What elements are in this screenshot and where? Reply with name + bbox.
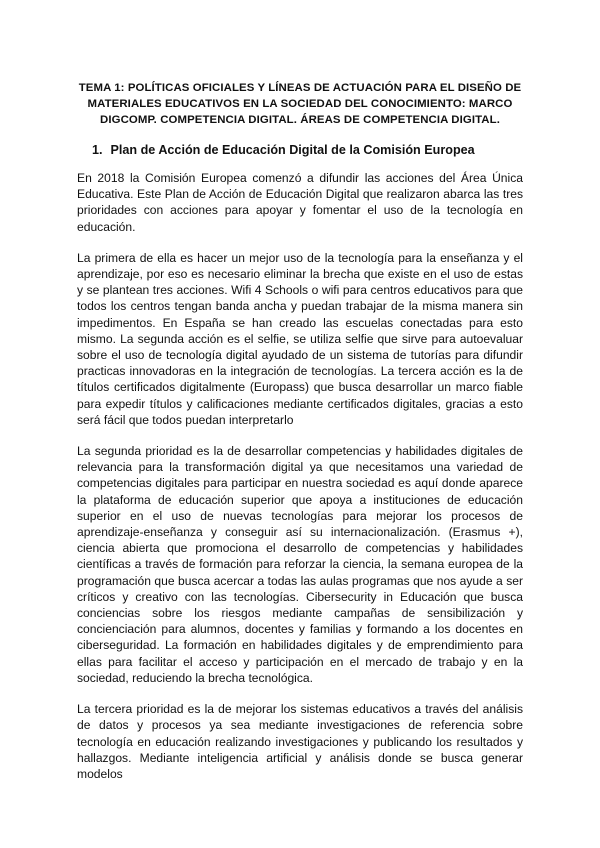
section-number: 1. [92,143,103,157]
section-heading-text: Plan de Acción de Educación Digital de la Comisión Europea [110,143,475,157]
paragraph-third-priority: La tercera prioridad es la de mejorar los sistemas educativos a través del análisis de datos y procesos ya sea mediante investigaciones de referencia sobre tecnología en educación realizando investigaciones y publicando los resultados y hallazgos. Mediante inteligencia artificial y análisis donde se busca generar modelos [77,702,523,781]
paragraph-second-priority: La segunda prioridad es la de desarrollar competencias y habilidades digitales de relevancia para la transformación digital ya que necesitamos una variedad de competencias digitales para participar en nuestra sociedad es aquí donde aparece la plataforma de educación superior que apoya a instituciones de educación superior en el uso de nuevas tecnologías para mejorar los procesos de aprendizaje-enseñanza y conseguir así su internacionalización. (Erasmus +), ciencia abierta que promociona el desarrollo de competencias y habilidades científicas a través de formación para reforzar la ciencia, la semana europea de la programación que busca acercar a todas las aulas programas que nos ayude a ser críticos y creativo con las tecnologías. Cibersecurity in Educación que busca conciencias sobre los riesgos mediante campañas de sensibilización y concienciación para alumnos, docentes y familias y formando a los docentes en ciberseguridad. La formación en habilidades digitales y de emprendimiento para ellas para facilitar el acceso y participación en el mercado de trabajo y en la sociedad, reduciendo la brecha tecnológica. [77,444,523,685]
paragraph-intro: En 2018 la Comisión Europea comenzó a difundir las acciones del Área Única Educativa. Este Plan de Acción de Educación Digital que realizaron abarca las tres prioridades con acciones para apoyar y fomentar el uso de la tecnología en educación. [77,171,523,234]
paragraph-first-priority: La primera de ella es hacer un mejor uso de la tecnología para la enseñanza y el aprendizaje, por eso es necesario eliminar la brecha que existe en el uso de estas y se plantean tres acciones. Wifi 4 Schools o wifi para centros educativos para que todos los centros tengan banda ancha y puedan trabajar de la misma manera sin impedimentos. En España se han creado las escuelas conectadas para esto mismo. La segunda acción es el selfie, se utiliza selfie que sirve para autoevaluar sobre el uso de tecnología digital ayudado de un sistema de tutorías para difundir practicas innovadoras en la integración de tecnologías. La tercera acción es la de títulos certificados digitalmente (Europass) que busca desarrollar un marco fiable para expedir títulos y calificaciones mediante certificados digitales, gracias a esto será fácil que todos puedan interpretarlo [77,250,523,427]
section-heading [92,142,523,158]
document-title: TEMA 1: POLÍTICAS OFICIALES Y LÍNEAS DE ACTUACIÓN PARA EL DISEÑO DE MATERIALES EDUCATIVOS EN LA SOCIEDAD DEL CONOCIMIENTO: MARCO DIGCOMP. COMPETENCIA DIGITAL. ÁREAS DE COMPETENCIA DIGITAL. [78,82,522,126]
